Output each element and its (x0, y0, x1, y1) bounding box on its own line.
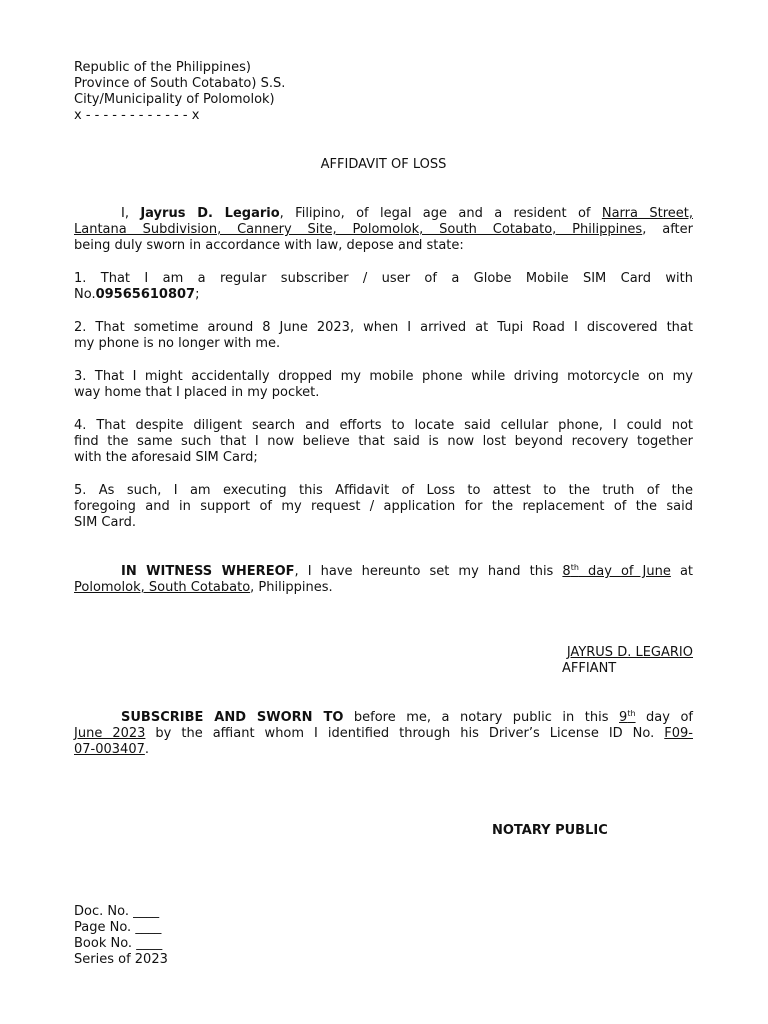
item-2-line-1: 2. That sometime around 8 June 2023, when I arrived at Tupi Road I discovered that (74, 320, 693, 335)
item-4-line-3: with the aforesaid SIM Card; (74, 450, 258, 465)
jurat-text-3: by the affiant whom I identified through his Driver’s License ID No. (145, 726, 665, 741)
item-3-line-2: way home that I placed in my pocket. (74, 385, 320, 400)
item-4-line-1: 4. That despite diligent search and efforts to locate said cellular phone, I could not (74, 418, 693, 433)
address-part-1: Narra Street, (601, 206, 693, 221)
item-2 (74, 320, 693, 352)
intro-text-4: being duly sworn in accordance with law, depose and state: (74, 238, 464, 253)
item-3-line-1: 3. That I might accidentally dropped my mobile phone while driving motorcycle on my (74, 369, 693, 384)
witness-clause (74, 564, 693, 596)
venue-line-4: x - - - - - - - - - - - - x (74, 108, 200, 123)
venue (74, 60, 693, 124)
affiant-signature (74, 645, 693, 661)
witness-lead: IN WITNESS WHEREOF (121, 564, 295, 579)
intro-text-2: , Filipino, of legal age and a resident of (279, 206, 602, 221)
series: Series of 2023 (74, 952, 168, 967)
item-1-suffix: ; (195, 287, 200, 302)
venue-line-2: Province of South Cotabato) S.S. (74, 76, 286, 91)
venue-line-3: City/Municipality of Polomolok) (74, 92, 275, 107)
item-3 (74, 369, 693, 401)
item-1 (74, 271, 693, 303)
witness-day-rest: day of June (578, 564, 671, 579)
item-4-line-2: find the same such that I now believe that said is now lost beyond recovery together (74, 434, 693, 449)
witness-end: , Philippines. (250, 580, 333, 595)
affiant-label: AFFIANT (562, 661, 617, 676)
jurat-clause (74, 710, 693, 758)
item-5-line-2: foregoing and in support of my request / application for the replacement of the said (74, 499, 693, 514)
item-2-line-2: my phone is no longer with me. (74, 336, 281, 351)
jurat-day-suffix: th (627, 709, 636, 718)
jurat-lead: SUBSCRIBE AND SWORN TO (121, 710, 344, 725)
intro-text-3: , after (642, 222, 693, 237)
item-4 (74, 418, 693, 466)
witness-day-suffix: th (570, 563, 579, 572)
intro-text-1: I, (121, 206, 141, 221)
item-1-line-1: 1. That I am a regular subscriber / user of a Globe Mobile SIM Card with (74, 271, 693, 286)
item-5 (74, 483, 693, 531)
doc-no: Doc. No. ____ (74, 904, 160, 919)
notarial-register (74, 904, 693, 968)
item-1-prefix: No. (74, 287, 96, 302)
witness-at: at (670, 564, 694, 579)
affiant-name-inline: Jayrus D. Legario (140, 206, 280, 221)
affiant-name: JAYRUS D. LEGARIO (566, 645, 693, 660)
venue-line-1: Republic of the Philippines) (74, 60, 251, 75)
jurat-date (619, 710, 636, 725)
item-5-line-1: 5. As such, I am executing this Affidavit of Loss to attest to the truth of the (74, 483, 693, 498)
item-5-line-3: SIM Card. (74, 515, 136, 530)
witness-date (562, 564, 670, 579)
jurat-end: . (144, 742, 149, 757)
notary-public: NOTARY PUBLIC (492, 823, 608, 838)
sim-number: 09565610807 (95, 287, 196, 302)
witness-text: , I have hereunto set my hand this (294, 564, 563, 579)
page-no: Page No. ____ (74, 920, 162, 935)
license-id-part-2: 07-003407 (74, 742, 145, 757)
document-title: AFFIDAVIT OF LOSS (320, 157, 447, 172)
witness-place: Polomolok, South Cotabato (74, 580, 251, 595)
address-part-2: Lantana Subdivision, Cannery Site, Polomolok, South Cotabato, Philippines (74, 222, 643, 237)
intro-paragraph (74, 206, 693, 254)
witness-day: 8 (562, 564, 571, 579)
jurat-text-2: day of (635, 710, 693, 725)
jurat-month: June 2023 (74, 726, 146, 741)
book-no: Book No. ____ (74, 936, 163, 951)
license-id-part-1: F09- (664, 726, 693, 741)
jurat-text-1: before me, a notary public in this (343, 710, 620, 725)
jurat-day: 9 (619, 710, 628, 725)
